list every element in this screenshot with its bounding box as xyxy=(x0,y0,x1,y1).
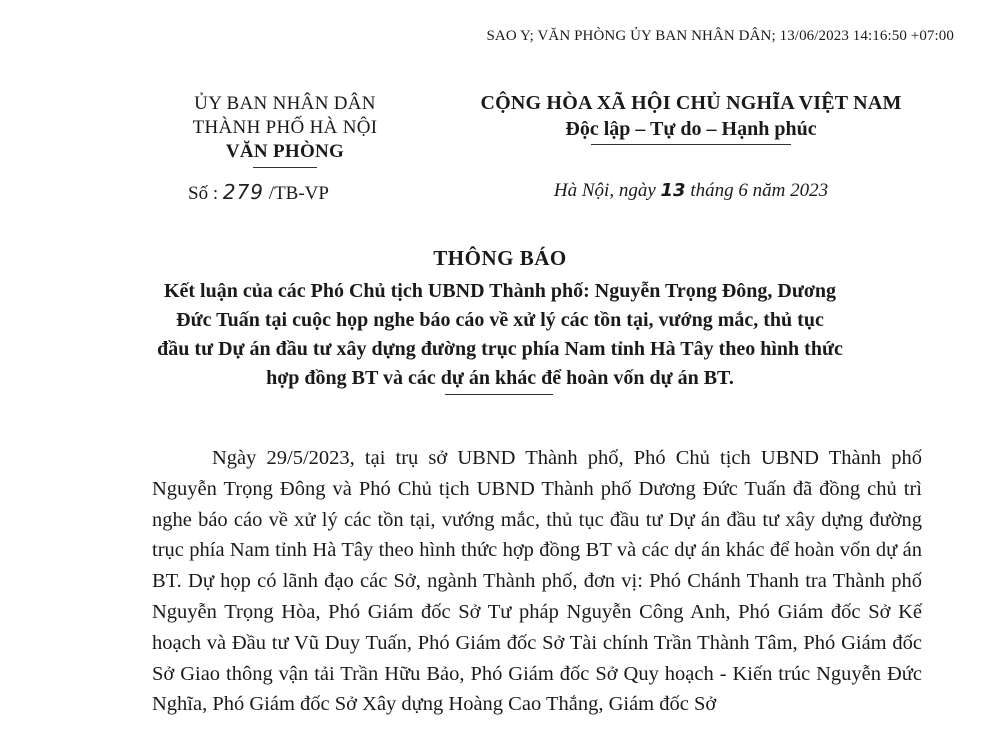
agency-line-3: VĂN PHÒNG xyxy=(225,141,345,162)
date-month: tháng 6 xyxy=(690,180,748,201)
agency-underline xyxy=(253,167,317,168)
date-prefix: Hà Nội, ngày xyxy=(553,180,656,201)
document-date xyxy=(426,180,956,202)
issuing-agency-header xyxy=(160,92,410,168)
date-year: năm 2023 xyxy=(752,180,829,201)
national-motto-header xyxy=(426,90,956,145)
doc-number-suffix: /TB-VP xyxy=(268,183,329,204)
subtitle-underline xyxy=(445,394,553,395)
country-name: CỘNG HÒA XÃ HỘI CHỦ NGHĨA VIỆT NAM xyxy=(480,92,902,114)
document-subtitle xyxy=(150,277,850,393)
document-title: THÔNG BÁO xyxy=(433,246,567,270)
document-number xyxy=(188,180,329,205)
motto: Độc lập – Tự do – Hạnh phúc xyxy=(565,118,817,140)
date-day: 13 xyxy=(660,180,686,201)
doc-number-prefix: Số : xyxy=(188,183,219,204)
subtitle-line: đầu tư Dự án đầu tư xây dựng đường trục phía Nam tỉnh Hà Tây theo hình thức xyxy=(157,338,843,360)
motto-underline xyxy=(591,144,791,145)
document-body xyxy=(152,443,922,720)
doc-number-value: 279 xyxy=(222,180,265,204)
subtitle-line: Đức Tuấn tại cuộc họp nghe báo cáo về xử lý các tồn tại, vướng mắc, thủ tục xyxy=(176,309,824,331)
body-paragraph: Ngày 29/5/2023, tại trụ sở UBND Thành phố, Phó Chủ tịch UBND Thành phố Nguyễn Trọng Đông và Phó Chủ tịch UBND Thành phố Dương Đức Tuấn đã đồng chủ trì nghe báo cáo về xử lý các tồn tại, vướng mắc, thủ tục đầu tư Dự án đầu tư xây dựng đường trục phía Nam tỉnh Hà Tây theo hình thức hợp đồng BT và các dự án khác để hoàn vốn dự án BT. Dự họp có lãnh đạo các Sở, ngành Thành phố, đơn vị: Phó Chánh Thanh tra Thành phố Nguyễn Trọng Hòa, Phó Giám đốc Sở Tư pháp Nguyễn Công Anh, Phó Giám đốc Sở Kế hoạch và Đầu tư Vũ Duy Tuấn, Phó Giám đốc Sở Tài chính Trần Thành Tâm, Phó Giám đốc Sở Giao thông vận tải Trần Hữu Bảo, Phó Giám đốc Sở Quy hoạch - Kiến trúc Nguyễn Đức Nghĩa, Phó Giám đốc Sở Xây dựng Hoàng Cao Thắng, Giám đốc Sở xyxy=(152,447,922,716)
agency-line-2: THÀNH PHỐ HÀ NỘI xyxy=(192,117,378,138)
subtitle-line: hợp đồng BT và các dự án khác để hoàn vốn dự án BT. xyxy=(266,367,734,389)
subtitle-line: Kết luận của các Phó Chủ tịch UBND Thành phố: Nguyễn Trọng Đông, Dương xyxy=(163,280,837,302)
agency-line-1: ỦY BAN NHÂN DÂN xyxy=(194,93,376,114)
copy-certification-stamp: SAO Y; VĂN PHÒNG ỦY BAN NHÂN DÂN; 13/06/2023 14:16:50 +07:00 xyxy=(486,28,954,44)
